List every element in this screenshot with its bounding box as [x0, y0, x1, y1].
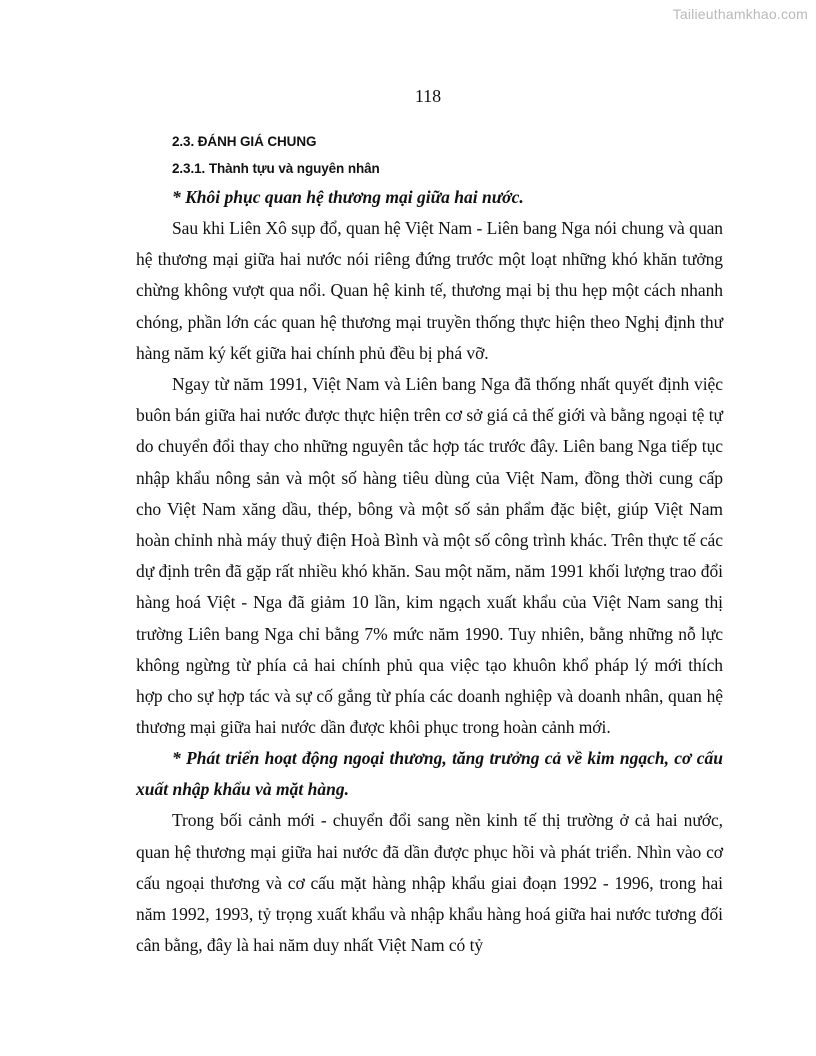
watermark: Tailieuthamkhao.com: [672, 6, 808, 22]
document-body: [136, 128, 723, 961]
subheading-develop-trade: * Phát triển hoạt động ngoại thương, tăng trưởng cả về kim ngạch, cơ cấu xuất nhập khẩu và mặt hàng.: [136, 748, 723, 800]
section-heading: 2.3. ĐÁNH GIÁ CHUNG: [172, 134, 317, 149]
page-number: 118: [414, 86, 442, 106]
paragraph-1: Sau khi Liên Xô sụp đổ, quan hệ Việt Nam - Liên bang Nga nói chung và quan hệ thương mại giữa hai nước nói riêng đứng trước một loạt những khó khăn tưởng chừng không vượt qua nổi. Quan hệ kinh tế, thương mại bị thu hẹp một cách nhanh chóng, phần lớn các quan hệ thương mại truyền thống thực hiện theo Nghị định thư hàng năm ký kết giữa hai chính phủ đều bị phá vỡ.: [136, 218, 723, 363]
paragraph-3: Trong bối cảnh mới - chuyển đổi sang nền kinh tế thị trường ở cả hai nước, quan hệ thương mại giữa hai nước đã dần được phục hồi và phát triển. Nhìn vào cơ cấu ngoại thương và cơ cấu mặt hàng nhập khẩu giai đoạn 1992 - 1996, trong hai năm 1992, 1993, tỷ trọng xuất khẩu và nhập khẩu hàng hoá giữa hai nước tương đối cân bằng, đây là hai năm duy nhất Việt Nam có tỷ: [136, 810, 723, 956]
subsection-heading: 2.3.1. Thành tựu và nguyên nhân: [172, 161, 380, 176]
paragraph-2: Ngay từ năm 1991, Việt Nam và Liên bang Nga đã thống nhất quyết định việc buôn bán giữa hai nước được thực hiện trên cơ sở giá cả thế giới và bằng ngoại tệ tự do chuyển đổi thay cho những nguyên tắc hợp tác trước đây. Liên bang Nga tiếp tục nhập khẩu nông sản và một số hàng tiêu dùng của Việt Nam, đồng thời cung cấp cho Việt Nam xăng dầu, thép, bông và một số sản phẩm đặc biệt, giúp Việt Nam hoàn chỉnh nhà máy thuỷ điện Hoà Bình và một số công trình khác. Trên thực tế các dự định trên đã gặp rất nhiều khó khăn. Sau một năm, năm 1991 khối lượng trao đổi hàng hoá Việt - Nga đã giảm 10 lần, kim ngạch xuất khẩu của Việt Nam sang thị trường Liên bang Nga chỉ bằng 7% mức năm 1990. Tuy nhiên, bằng những nỗ lực không ngừng từ phía cả hai chính phủ qua việc tạo khuôn khổ pháp lý mới thích hợp cho sự hợp tác và sự cố gắng từ phía các doanh nghiệp và doanh nhân, quan hệ thương mại giữa hai nước dần được khôi phục trong hoàn cảnh mới.: [136, 374, 723, 738]
subheading-restore-trade: * Khôi phục quan hệ thương mại giữa hai nước.: [172, 187, 524, 207]
